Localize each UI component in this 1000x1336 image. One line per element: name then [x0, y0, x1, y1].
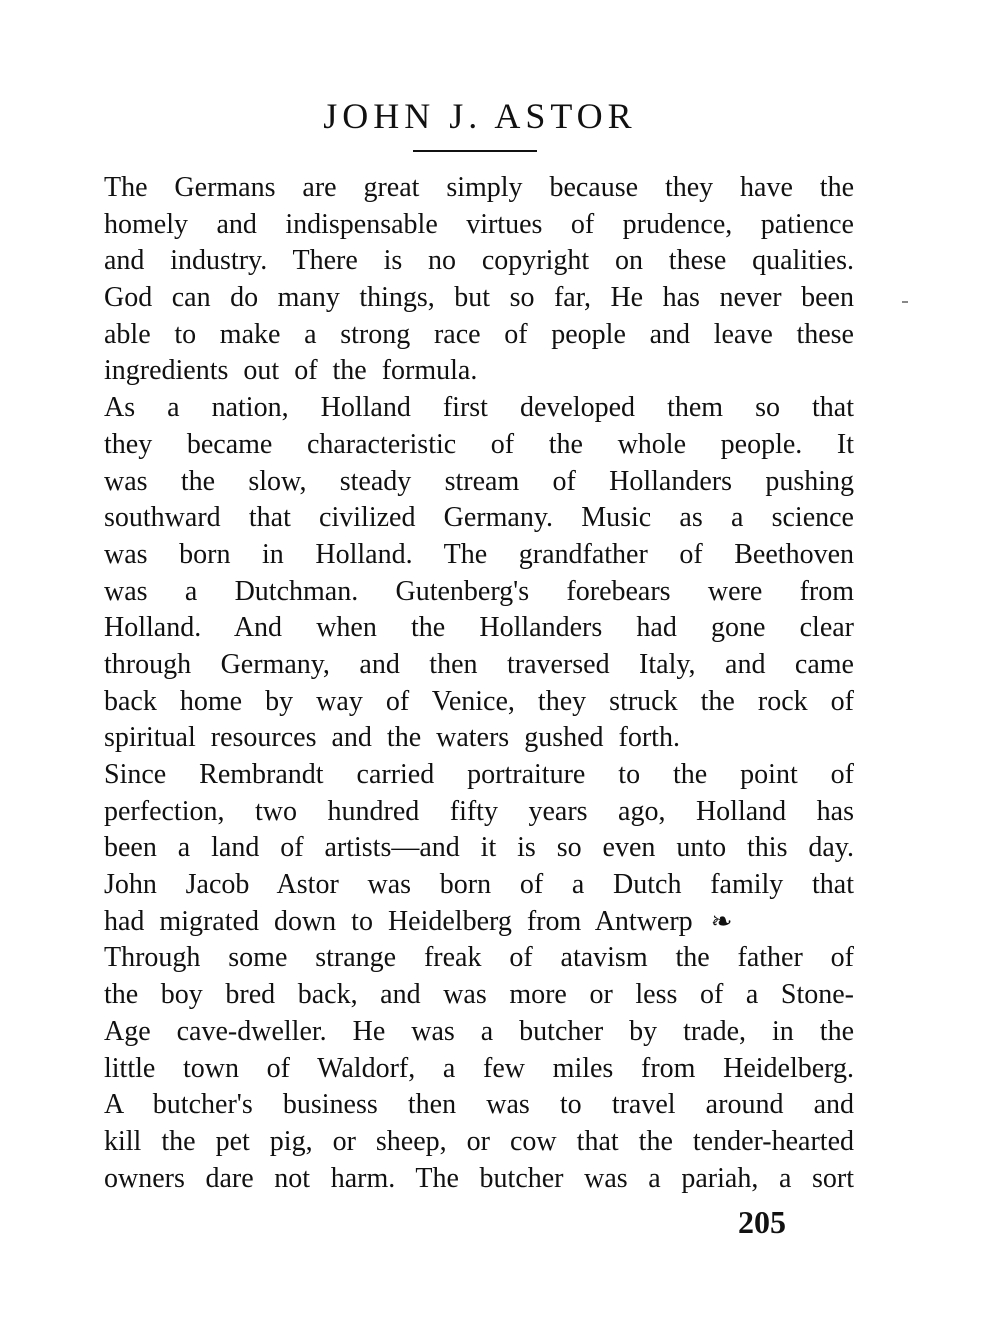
text-line: Through some strange freak of atavism the father of [104, 942, 854, 974]
text-line: John Jacob Astor was born of a Dutch family that [104, 869, 854, 901]
text-line: owners dare not harm. The butcher was a pariah, a sort [104, 1162, 854, 1194]
body-text [104, 170, 854, 1197]
text-line: and industry. There is no copyright on these qualities. [104, 245, 854, 277]
text-line: through Germany, and then traversed Italy, and came [104, 648, 854, 680]
text-line: was born in Holland. The grandfather of Beethoven [104, 538, 854, 570]
text-line: perfection, two hundred fifty years ago, Holland has [104, 795, 854, 827]
text-line: Since Rembrandt carried portraiture to the point of [104, 759, 854, 790]
text-line: spiritual resources and the waters gushed forth. [104, 722, 680, 754]
text-line: little town of Waldorf, a few miles from Heidelberg. [104, 1052, 854, 1084]
text-line-with-ornament [104, 904, 854, 941]
page-number: 205 [738, 1204, 786, 1240]
text-line: A butcher's business then was to travel around and [104, 1089, 854, 1121]
text-line: they became characteristic of the whole people. It [104, 428, 854, 460]
text-line: the boy bred back, and was more or less of a Stone- [104, 979, 854, 1011]
text-line: was a Dutchman. Gutenberg's forebears were from [104, 575, 854, 607]
text-line: able to make a strong race of people and leave these [104, 318, 854, 350]
text-line: God can do many things, but so far, He has never been [104, 282, 854, 314]
text-line: back home by way of Venice, they struck the rock of [104, 685, 854, 717]
text-line: homely and indispensable virtues of prudence, patience [104, 208, 854, 240]
text-line: been a land of artists—and it is so even unto this day. [104, 832, 854, 864]
running-title: JOHN J. ASTOR [323, 96, 637, 136]
header-rule [413, 150, 537, 152]
text-line: As a nation, Holland first developed them so that [104, 392, 854, 424]
text-line: was the slow, steady stream of Hollanders pushing [104, 465, 854, 497]
leaf-ornament-icon: ❧ [710, 906, 733, 936]
text-line: The Germans are great simply because they have the [104, 172, 854, 203]
page-header [0, 92, 960, 140]
text-line: Age cave-dweller. He was a butcher by trade, in the [104, 1015, 854, 1047]
text-line: ingredients out of the formula. [104, 355, 478, 387]
text-line: Holland. And when the Hollanders had gone clear [104, 612, 854, 644]
text-line-words: had migrated down to Heidelberg from Antwerp [104, 905, 693, 937]
margin-mark [902, 301, 908, 303]
text-line: kill the pet pig, or sheep, or cow that the tender-hearted [104, 1125, 854, 1157]
text-line: southward that civilized Germany. Music as a science [104, 502, 854, 534]
